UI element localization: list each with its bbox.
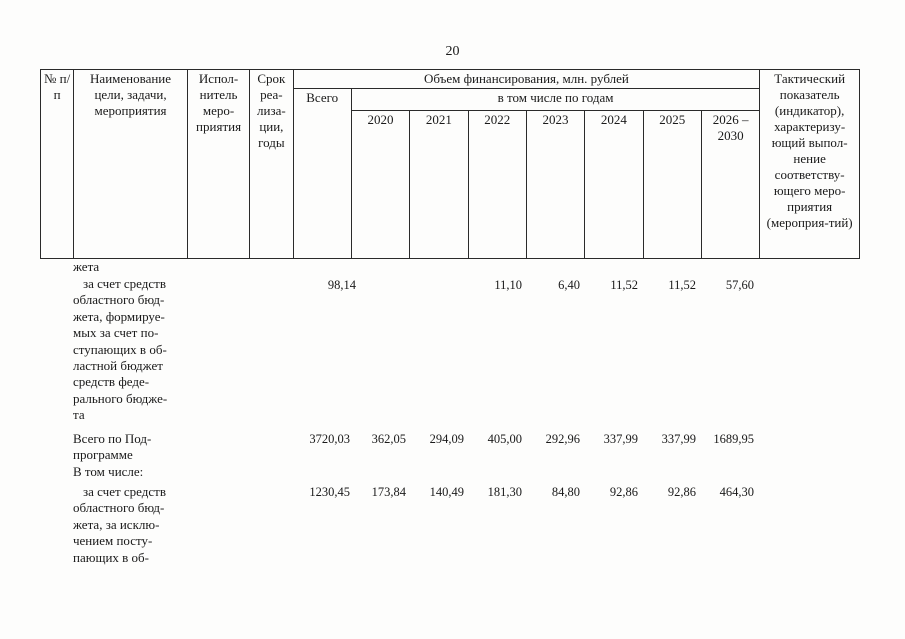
row-1-2023: 6,40 bbox=[558, 278, 580, 292]
row-1-total: 98,14 bbox=[327, 278, 356, 292]
row-1-2022: 11,10 bbox=[494, 278, 522, 292]
row-2-total: 3720,03 bbox=[309, 432, 350, 446]
header-term-label: Срок реа-лиза-ции, годы bbox=[257, 71, 286, 150]
header-year-2026-2030: 2026 – 2030 bbox=[701, 111, 759, 259]
row-1-line: та bbox=[73, 407, 85, 423]
row-2-name bbox=[73, 431, 186, 464]
row-3-line: В том числе: bbox=[73, 464, 144, 479]
row-4-2023: 84,80 bbox=[551, 485, 580, 499]
row-4-line: областного бюд- bbox=[73, 500, 165, 516]
row-4-line: чением посту- bbox=[73, 533, 153, 549]
row-2-line: Всего по Под- bbox=[73, 431, 152, 446]
header-year-2022: 2022 bbox=[468, 111, 526, 259]
row-1-2024: 11,52 bbox=[610, 278, 638, 292]
row-4-name bbox=[73, 484, 186, 566]
header-by-years-label: в том числе по годам bbox=[497, 90, 614, 105]
row-1-line: за счет средств bbox=[83, 276, 166, 291]
header-year-2020: 2020 bbox=[351, 111, 409, 259]
row-1-2026-2030: 57,60 bbox=[725, 278, 754, 292]
header-funding bbox=[293, 70, 760, 89]
header-total-label: Всего bbox=[306, 90, 339, 105]
header-indicator-label: Тактический показатель (индикатор), характеризу-ющий выпол-нение соответству-ющего меро-приятия (мероприя-тий) bbox=[766, 71, 853, 230]
row-1-line: жета, формируе- bbox=[73, 308, 165, 324]
row-2-2024: 337,99 bbox=[603, 432, 638, 446]
row-1-line: областного бюд- bbox=[73, 292, 165, 308]
row-1-line: ступающих в об- bbox=[73, 341, 167, 357]
row-4-2024: 92,86 bbox=[609, 485, 638, 499]
row-4-line: за счет средств bbox=[83, 484, 166, 499]
header-year-2024: 2024 bbox=[585, 111, 643, 259]
row-1-line: средств феде- bbox=[73, 374, 150, 390]
row-2-2020: 362,05 bbox=[371, 432, 406, 446]
table-header bbox=[40, 69, 860, 259]
row-4-2026-2030: 464,30 bbox=[719, 485, 754, 499]
row-2-2026-2030: 1689,95 bbox=[713, 432, 754, 446]
header-executor bbox=[187, 70, 249, 259]
row-1-line: ластной бюджет bbox=[73, 358, 163, 374]
row-2-line: программе bbox=[73, 447, 133, 463]
row-0-line: жета bbox=[73, 259, 100, 274]
row-4-2021: 140,49 bbox=[429, 485, 464, 499]
header-year-2023: 2023 bbox=[526, 111, 584, 259]
header-by-years bbox=[351, 89, 759, 111]
row-4-line: жета, за исклю- bbox=[73, 516, 160, 532]
header-term bbox=[250, 70, 293, 259]
header-funding-label: Объем финансирования, млн. рублей bbox=[423, 71, 629, 86]
header-num-label: № п/п bbox=[43, 71, 71, 102]
row-1-line: мых за счет по- bbox=[73, 325, 159, 341]
header-year-2025: 2025 bbox=[643, 111, 701, 259]
row-1-line: рального бюдже- bbox=[73, 390, 168, 406]
row-4-line: пающих в об- bbox=[73, 549, 149, 565]
row-0-name bbox=[73, 259, 186, 275]
row-2-2022: 405,00 bbox=[487, 432, 522, 446]
header-indicator bbox=[760, 70, 860, 259]
row-4-2022: 181,30 bbox=[487, 485, 522, 499]
header-executor-label: Испол-нитель меро-приятия bbox=[196, 71, 242, 134]
row-2-2021: 294,09 bbox=[429, 432, 464, 446]
header-name-label: Наименование цели, задачи, мероприятия bbox=[90, 71, 172, 118]
row-2-2025: 337,99 bbox=[661, 432, 696, 446]
row-4-2025: 92,86 bbox=[667, 485, 696, 499]
row-4-2020: 173,84 bbox=[371, 485, 406, 499]
row-2-2023: 292,96 bbox=[545, 432, 580, 446]
row-3-name bbox=[73, 464, 186, 480]
header-year-2021: 2021 bbox=[410, 111, 468, 259]
page-number: 20 bbox=[445, 44, 460, 59]
row-4-total: 1230,45 bbox=[309, 485, 350, 499]
header-total bbox=[293, 89, 351, 259]
header-name bbox=[74, 70, 188, 259]
row-1-name bbox=[73, 276, 186, 424]
row-1-2025: 11,52 bbox=[668, 278, 696, 292]
header-num bbox=[41, 70, 74, 259]
